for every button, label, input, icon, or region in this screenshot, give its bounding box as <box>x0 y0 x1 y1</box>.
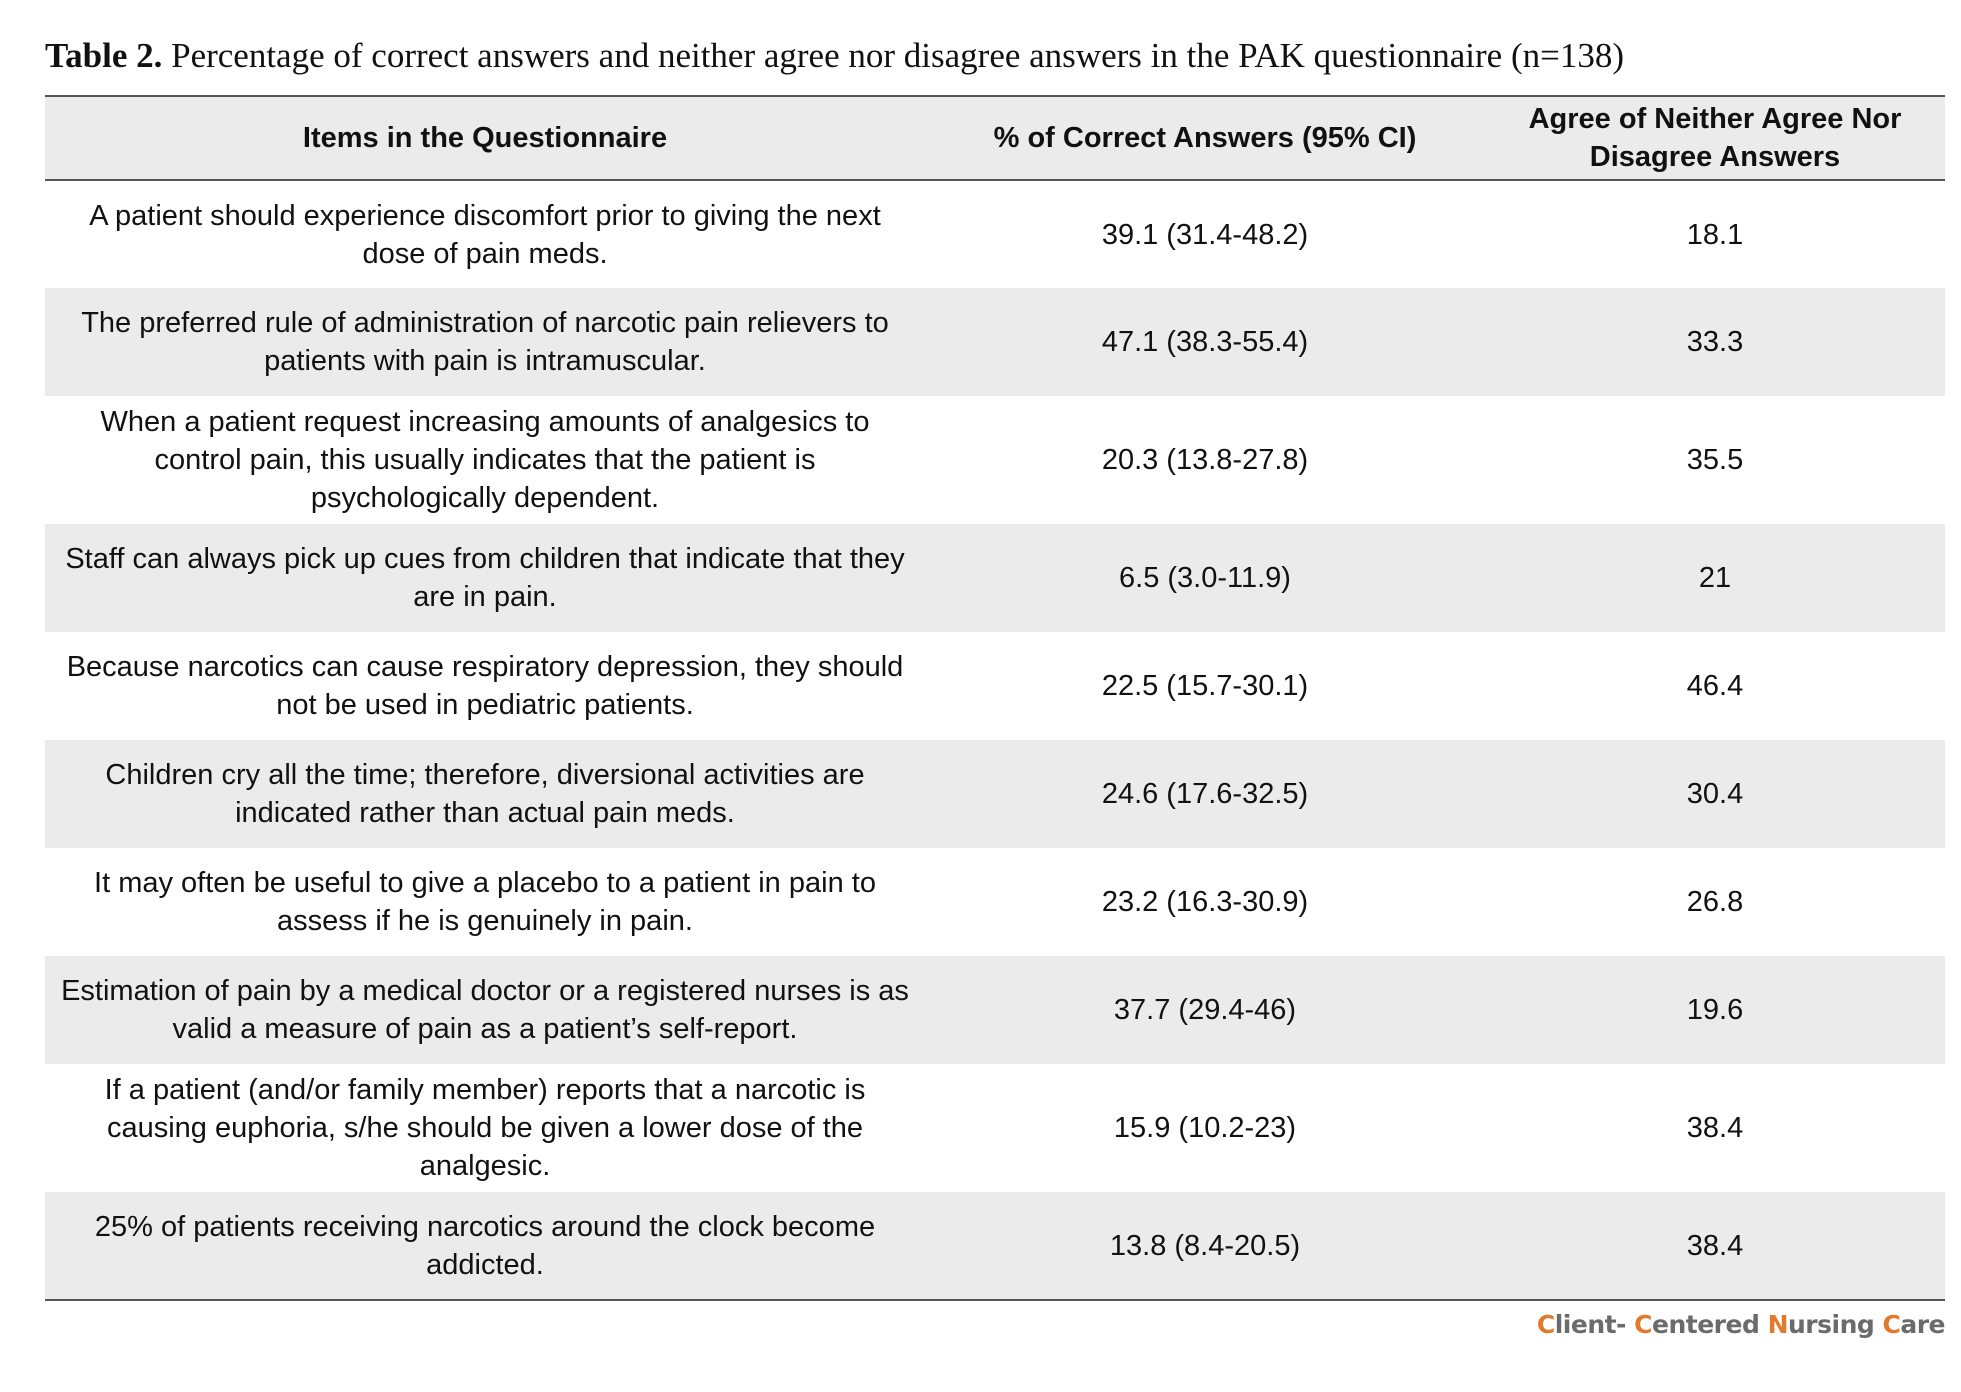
neither-cell: 38.4 <box>1686 1112 1744 1144</box>
table-row <box>45 288 1945 396</box>
table-row <box>45 632 1945 740</box>
journal-brand-logo <box>1537 1310 1945 1339</box>
neither-cell: 18.1 <box>1686 218 1744 251</box>
correct-cell: 24.6 (17.6-32.5) <box>1101 778 1309 810</box>
table-caption-text: Percentage of correct answers and neither agree nor disagree answers in the PAK questionnaire (n=138) <box>162 36 1625 75</box>
table-row <box>45 396 1945 524</box>
brand-initial: C <box>1634 1310 1653 1339</box>
neither-cell: 38.4 <box>1485 1192 1945 1300</box>
table-row <box>45 1064 1945 1192</box>
item-cell: Estimation of pain by a medical doctor or a registered nurses is as valid a measure of pain as a patient’s self-report. <box>61 975 909 1045</box>
neither-cell: 30.4 <box>1686 778 1744 810</box>
correct-cell: 20.3 (13.8-27.8) <box>1101 444 1309 476</box>
item-cell: If a patient (and/or family member) reports that a narcotic is causing euphoria, s/he should be given a lower dose of the analgesic. <box>104 1074 866 1182</box>
item-cell: When a patient request increasing amounts of analgesics to control pain, this usually indicates that the patient is psychologically dependent. <box>100 406 870 514</box>
table-row <box>45 956 1945 1064</box>
table-row <box>45 1192 1945 1300</box>
neither-cell: 21 <box>1698 562 1732 594</box>
brand-initial: C <box>1882 1310 1901 1339</box>
neither-cell: 46.4 <box>1686 670 1744 702</box>
brand-text: entered <box>1652 1310 1768 1339</box>
item-cell: Staff can always pick up cues from children that indicate that they are in pain. <box>65 543 905 613</box>
header-correct-answers: % of Correct Answers (95% CI) <box>925 96 1485 180</box>
data-table <box>45 95 1945 1301</box>
correct-cell: 37.7 (29.4-46) <box>1113 994 1297 1026</box>
brand-text: lient- <box>1554 1310 1635 1339</box>
table-body <box>45 180 1945 1300</box>
correct-cell: 39.1 (31.4-48.2) <box>1101 218 1309 251</box>
table-caption <box>45 30 1945 82</box>
neither-cell: 19.6 <box>1686 994 1744 1026</box>
header-items: Items in the Questionnaire <box>45 96 925 180</box>
table-row <box>45 524 1945 632</box>
item-cell: The preferred rule of administration of narcotic pain relievers to patients with pain is intramuscular. <box>81 307 889 377</box>
neither-cell: 33.3 <box>1686 326 1744 358</box>
brand-text: ursing <box>1788 1310 1883 1339</box>
correct-cell: 13.8 (8.4-20.5) <box>925 1192 1485 1300</box>
header-row <box>45 96 1945 180</box>
table-row <box>45 180 1945 288</box>
correct-cell: 47.1 (38.3-55.4) <box>1101 326 1309 358</box>
brand-text: are <box>1900 1310 1945 1339</box>
item-cell: Children cry all the time; therefore, diversional activities are indicated rather than actual pain meds. <box>105 759 865 829</box>
item-cell: Because narcotics can cause respiratory depression, they should not be used in pediatric patients. <box>66 651 904 721</box>
table-label: Table 2. <box>45 36 163 75</box>
neither-cell: 35.5 <box>1686 444 1744 476</box>
table-row <box>45 848 1945 956</box>
brand-initial: N <box>1767 1310 1788 1339</box>
correct-cell: 6.5 (3.0-11.9) <box>1119 562 1291 594</box>
correct-cell: 15.9 (10.2-23) <box>1113 1112 1297 1144</box>
neither-cell: 26.8 <box>1686 886 1744 918</box>
correct-cell: 22.5 (15.7-30.1) <box>1101 670 1309 702</box>
table-header <box>45 96 1945 180</box>
header-neither-answers: Agree of Neither Agree Nor Disagree Answers <box>1485 96 1945 180</box>
item-cell: A patient should experience discomfort prior to giving the next dose of pain meds. <box>89 199 881 270</box>
item-cell: 25% of patients receiving narcotics around the clock become addicted. <box>45 1192 925 1300</box>
table-row <box>45 740 1945 848</box>
brand-initial: C <box>1536 1310 1555 1339</box>
item-cell: It may often be useful to give a placebo to a patient in pain to assess if he is genuinely in pain. <box>94 867 876 937</box>
data-table-container <box>45 95 1945 1301</box>
correct-cell: 23.2 (16.3-30.9) <box>1101 886 1309 918</box>
